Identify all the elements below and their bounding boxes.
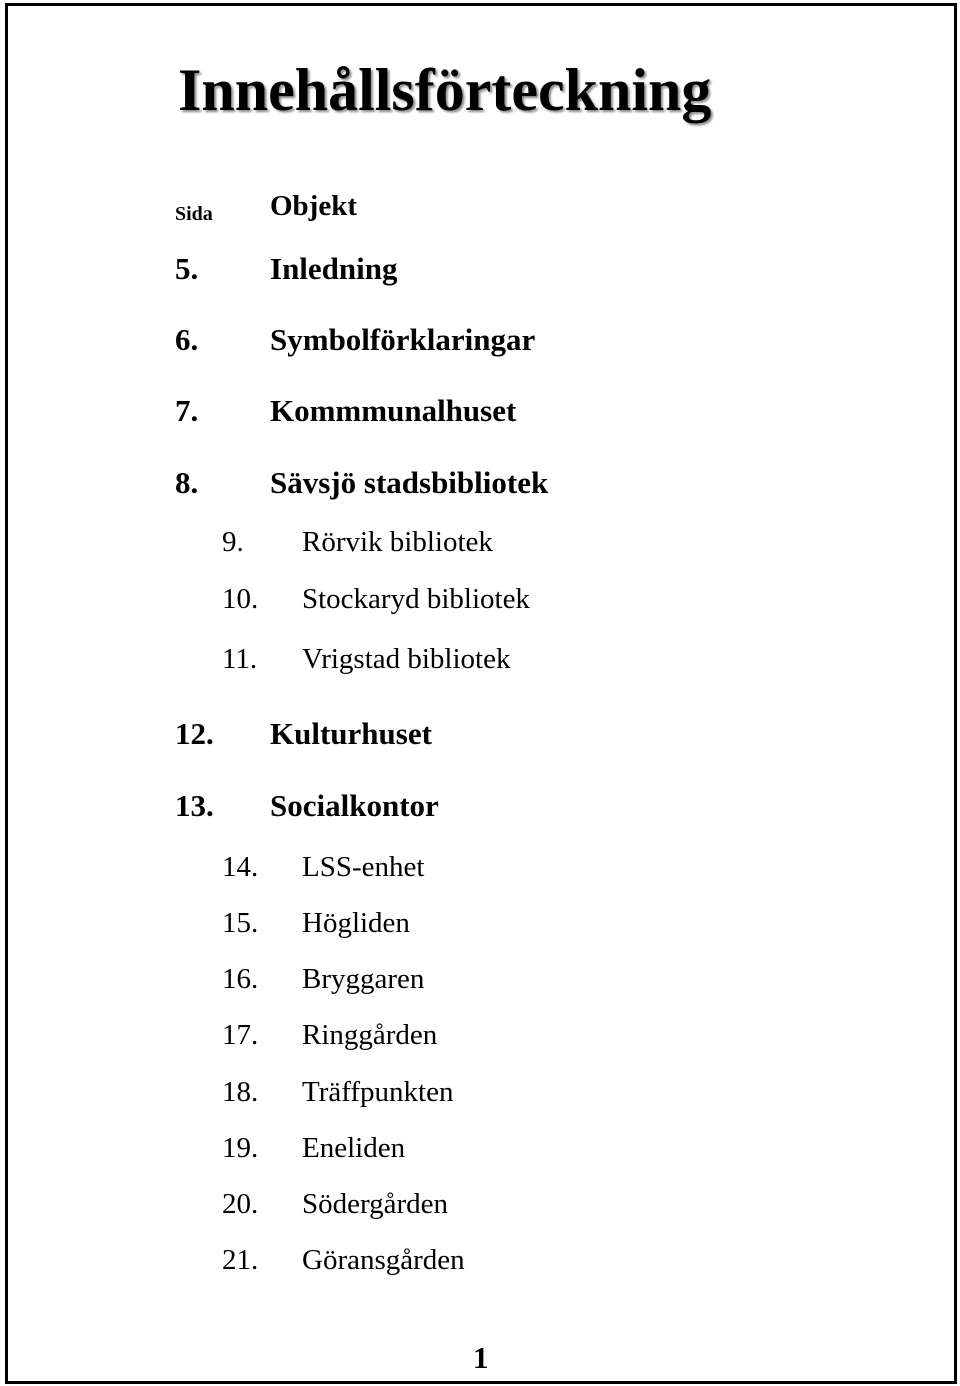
toc-entry-label: Inledning [270,251,398,286]
toc-page-number: 7. [175,393,199,428]
toc-page-number: 9. [222,526,244,558]
toc-entry-label: Södergården [302,1188,449,1220]
toc-entry-label: Högliden [302,907,410,939]
page-title: Innehållsförteckning [178,57,712,123]
toc-entry-label: Träffpunkten [302,1076,454,1108]
page-column-header: Sida [175,203,213,225]
toc-page-number: 8. [175,465,199,500]
toc-entry-label: Rörvik bibliotek [302,526,493,558]
toc-page-number: 12. [175,716,214,751]
toc-entry-label: Eneliden [302,1132,406,1164]
toc-page-number: 18. [222,1076,259,1108]
toc-page-number: 6. [175,322,199,357]
toc-page-number: 14. [222,851,259,883]
object-column-header: Objekt [270,190,357,222]
toc-page-number: 13. [175,788,214,823]
footer-page-number: 1 [473,1340,489,1375]
toc-page-number: 10. [222,583,259,615]
toc-page-number: 16. [222,963,259,995]
page-border [5,3,957,1384]
toc-page-number: 11. [222,643,258,675]
toc-page-number: 21. [222,1244,259,1276]
toc-entry-label: Socialkontor [270,788,439,823]
toc-entry-label: Kulturhuset [270,716,432,751]
toc-entry-label: LSS-enhet [302,851,425,883]
toc-entry-label: Bryggaren [302,963,425,995]
toc-page-number: 17. [222,1019,259,1051]
toc-page-number: 5. [175,251,199,286]
toc-entry-label: Sävsjö stadsbibliotek [270,465,549,500]
toc-page-number: 15. [222,907,259,939]
toc-page-number: 20. [222,1188,259,1220]
toc-entry-label: Stockaryd bibliotek [302,583,530,615]
toc-entry-label: Symbolförklaringar [270,322,536,357]
toc-entry-label: Ringgården [302,1019,438,1051]
toc-entry-label: Kommmunalhuset [270,393,517,428]
toc-entry-label: Vrigstad bibliotek [302,643,511,675]
toc-page-number: 19. [222,1132,259,1164]
toc-entry-label: Göransgården [302,1244,465,1276]
